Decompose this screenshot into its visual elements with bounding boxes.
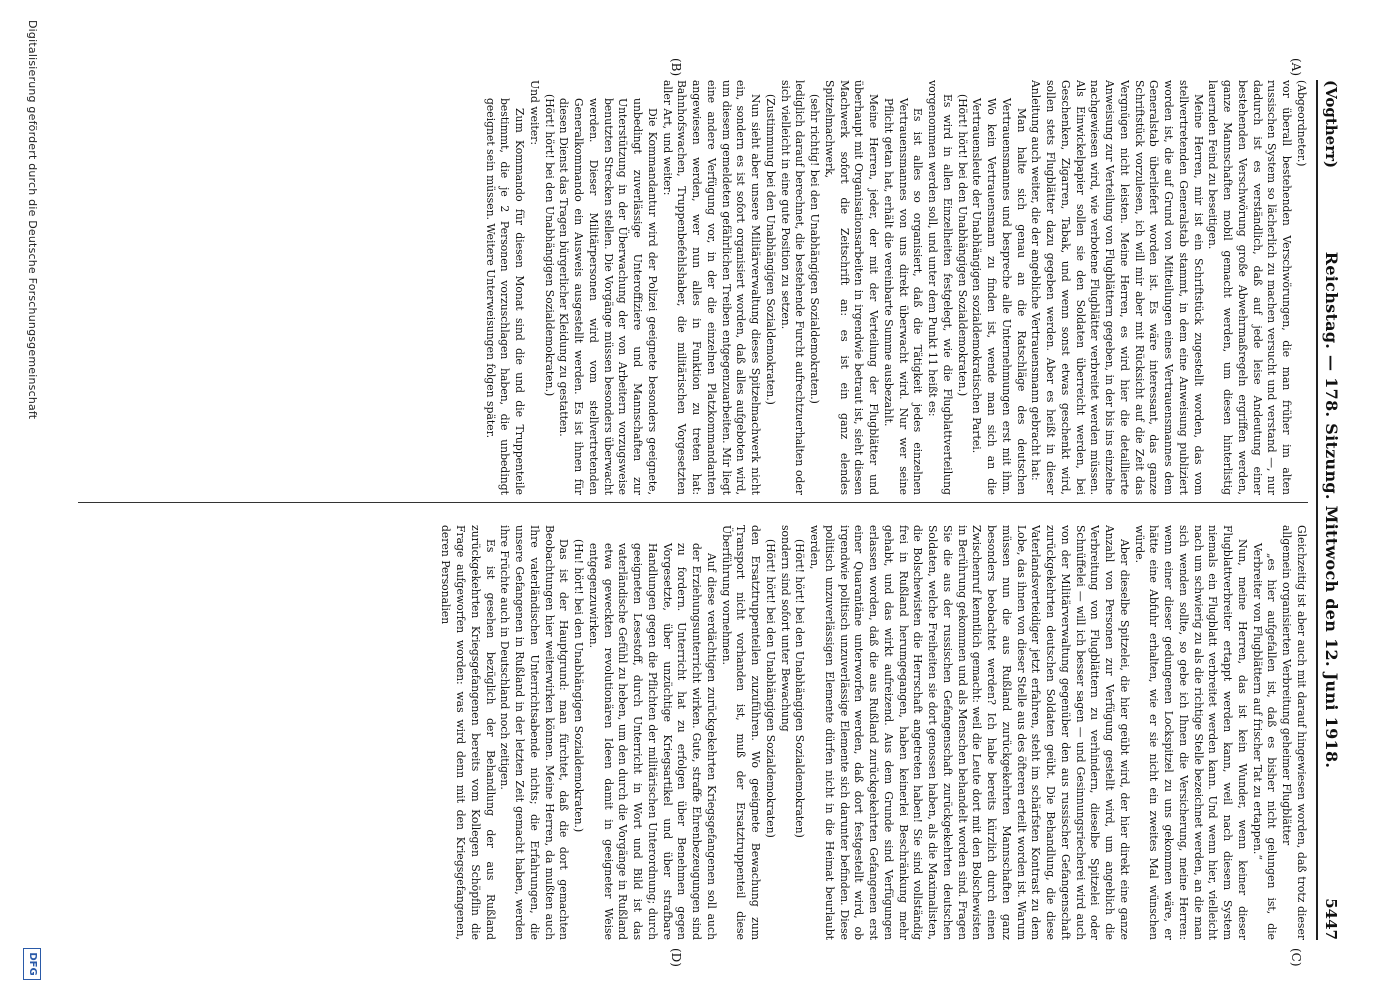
interjection: (sehr richtig! bei den Unabhängigen Sozialdemokraten.) [808,94,822,404]
paragraph: Das ist der Hauptgrund: man fürchtet, daß die dort gemachten Beobachtungen hier weiterwirken können. Meine Herren, da mußten auch Ihre vaterländischen Unterrichtsabende nichts; die Erfahrungen, die unsere Gefangenen in Rußland in der letzten Zeit gemacht haben, werden ihre Früchte auch in Deutschland noch zeitigen. [498,525,571,940]
paragraph: (Abgeordneter.) [1295,80,1308,167]
paragraph: sondern sind sofort unter Bewachung [778,525,792,732]
paragraph: Es wird in allen Einzelheiten festgelegt, wie die Flugblattverteilung vorgenommen werden soll, und unter dem Punkt 11 heißt es: [926,80,954,495]
header-speaker: (Vogtherr) [1322,80,1340,169]
paragraph: vor überall bestehenden Verschwörungen, die man früher im alten russischen System so lächerlich zu machen versucht und verstand —, nur dadurch ist es verständlich, daß auf jede leise Andeutung einer bestehenden Verschwörung große Abwehrmaßregeln ergriffen werden, ganze Mannschaften mobil gemacht werden, um diesen hinterlistig lauernden Feind zu beseitigen. [1206,80,1294,495]
paragraph: Gleichzeitig ist aber auch mit darauf hingewiesen worden, daß trotz dieser allgemein organisierten Verbreitung geheimer Flugblätter [1280,525,1308,940]
page-number: 5447 [1322,898,1340,940]
quote-paragraph: Die Kommandantur wird der Polizei geeignete besonders geeignete, unbedingt zuverlässige Unteroffiziere und Mannschaften zur Unterstützung in der Überwachung der von Arbeitern vorzugsweise benutzten Strecken stellen. Die Vorgänge müssen besonders überwacht werden. Dieser Militärpersonen wird vom stellvertretenden Generalkommando ein Ausweis ausgestellt werden. Es ist ihnen für diesen Dienst das Tragen bürgerlicher Kleidung zu gestatten. [557,98,659,495]
column-divider [78,502,1308,503]
header-title: Reichstag. — 178. Sitzung. Mittwoch den 12. Juni 1918. [1322,251,1341,769]
quote-paragraph: Auf diese verdächtigen zurückgekehrten Kriegsgefangenen soll auch der Erziehungsunterricht wirken. Gute, straffe Ehrenbezeugungen sind zu fordern. Unterricht hat zu erfolgen über Benehmen gegen Vorgesetzte, über unzüchtige Kriegsartikel und über strafbare Handlungen gegen die Pflichten der militärischen Unterordnung; durch geeigneten Lesestoff, durch Unterricht in Wort und Bild ist das vaterländische Gefühl zu heben, um den durch die Vorgänge in Rußland etwa geweckten revolutionären Ideen damit in geeigneter Weise entgegenzuwirken. [587,543,718,940]
interjection: (Hört! hört! bei den Unabhängigen Sozialdemokraten) [764,539,777,838]
quote-paragraph: Zum Kommando für diesen Monat sind die und die Truppenteile bestimmt, die je 2 Personen vorzuschlagen haben, die unbedingt geeignet sein müssen. Weitere Unterweisungen folgen später. [483,98,527,495]
margin-marker-d: (D) [669,948,683,967]
dfg-logo-icon: DFG [23,948,41,980]
margin-marker-a: (A) [1289,58,1303,77]
paragraph: Meine Herren, mir ist ein Schriftstück zugestellt worden, das vom stellvertretenden Generalstab stammt, in dem eine Anweisung publiziert worden ist, die auf Grund von Mitteilungen eines Vertrauensmannes dem Generalstab überliefert worden ist. Es wäre interessant, das ganze Schriftstück vorzulesen, ich will mir aber mit Rücksicht auf die Zeit das Vergnügen nicht leisten. Meine Herren, es wird hier die detaillierte Anweisung zur Verteilung von Flugblättern gegeben, in der bis ins einzelne nachgewiesen wird, wie verbotene Flugblätter verbreitet werden müssen. Als Einwickelpapier sollen sie den Soldaten überreicht werden, bei Geschenken, Zigarren, Tabak, und wenn sonst etwas geschenkt wird, sollen stets Flugblätter dazu gegeben werden. Aber es heißt in dieser Anleitung auch weiter, die der angebliche Vertrauensmann gebracht hat: [1029,80,1205,495]
margin-marker-c: (C) [1289,948,1303,967]
paragraph: Es ist gesehen bezüglich der Behandlung der aus Rußland zurückgekehrten Kriegsgefangenen bereits vom Kollegen Schöpflin die Frage aufgeworfen worden: was wird denn mit den Kriegsgefangenen, deren Personalien [439,525,497,940]
paragraph: Nun sieht aber unsere Militärverwaltung dieses Spitzelmachwerk nicht ein, sondern es ist sofort organisiert worden, daß alles aufgeboten wird, um diesem gemeldeten gefährlichen Treiben entgegenzuarbeiten. Mir liegt eine andere Verfügung vor, in der die einzelnen Platzkommandanten angewiesen werden, wer nun alles in Funktion zu treten hat: Bahnhofswachen, Truppenbefehlshaber, die militärischen Vorgesetzten aller Art, und weiter: [660,80,763,495]
paragraph: Nun, meine Herren, das ist kein Wunder, wenn keiner dieser Flugblattverbreiter ertappt werden kann, weil nach diesem System niemals ein Flugblatt verbreitet werden kann. Und wenn hier, vielleicht nach um schwierig zu als die richtige Stelle bezeichnet werden, an die man sich wenden sollte, so gebe ich Ihnen die Versicherung, meine Herren: wenn einer dieser gedungenen Lockspitzel zu uns gekommen wäre, er hätte eine Abfuhr erhalten, wie er sie nicht ein zweites Mal wünschen würde. [1132,525,1249,940]
margin-marker-b: (B) [669,58,683,77]
interjection: (Hu! hört! bei den Unabhängigen Sozialdemokraten.) [572,539,586,833]
interjection: (Hört! hört! bei den Unabhängigen Sozialdemokraten.) [955,94,969,397]
paragraph: den Ersatztruppenteilen zuzuführen. Wo geeignete Bewachung zum Transport nicht vorhanden ist, muß der Ersatztruppenteil diese Überführung vornehmen. [719,525,763,940]
funding-credit: Digitalisierung gefördert durch die Deutsche Forschungsgemeinschaft [26,20,39,420]
text-column-left [73,80,1308,495]
quote-paragraph: „es hier aufgefallen ist, daß es bisher nicht gelungen ist, die Verbreiter von Flugblättern auf frischer Tat zu ertappen.“ [1250,543,1279,940]
paragraph: lediglich darauf berechnet, die bestehende Furcht aufrechtzuerhalten oder sich vielleicht in eine gute Position zu setzen. [778,80,807,495]
page-header [1316,80,1348,940]
paragraph: Aber dieselbe Spitzelei, die hier geübt wird, der hier direkt eine ganze Anzahl von Personen zur Verfügung gestellt wird, um angeblich die Verbreitung von Flugblättern zu verhindern, dieselbe Spitzelei oder Schnüffelei — will ich besser sagen — und Gesinnungsriecherei wird auch von der Militärverwaltung gegenüber den aus russischer Gefangenschaft zurückgekehrten deutschen Soldaten geübt. Die Behandlung, die diese Vaterlandsverteidiger jetzt erfahren, steht im schärfsten Kontrast zu dem Lobe, das ihnen von dieser Stelle aus des öfteren erteilt worden ist. Warum müssen nun die aus Rußland zurückgekehrten Mannschaften ganz besonders beobachtet werden? Ich habe bereits kürzlich durch einen Zwischenruf kenntlich gemacht: weil die Leute dort mit den Bolschewisten in Berührung gekommen und als Menschen behandelt worden sind. Fragen Sie die aus der russischen Gefangenschaft zurückgekehrten deutschen Soldaten, welche Freiheiten sie dort genossen haben, als die Maximalisten, die Bolschewisten die Herrschaft angetreten haben! Sie sind vollständig frei in Rußland herumgegangen, haben keinerlei Beschränkung mehr gehabt, und das wirkt aufreizend. Aus dem Grunde sind Verfügungen erlassen worden, daß die aus Rußland zurückgekehrten Gefangenen erst einer Quarantäne unterworfen werden, daß dort festgestellt wird, ob irgendwie politisch unzuverlässige Elemente sich darunter befinden. Diese politisch unzuverlässigen Elemente dürfen nicht in die Heimat beurlaubt werden, [808,525,1131,940]
quote-paragraph: Es ist alles so organisiert, daß die Tätigkeit jedes einzelnen Vertrauensmannes von uns direkt überwacht wird. Nur wer seine Pflicht getan hat, erhält die vereinbarte Summe ausbezahlt. [882,98,925,495]
paragraph: Und weiter: [528,80,541,146]
quote-paragraph: Man halte sich genau an die Ratschläge des deutschen Vertrauensmannes und bespreche alle Unternehmungen erst mit ihm. Wo kein Vertrauensmann zu finden ist, wende man sich an die Vertrauensleute der Unabhängigen sozialdemokratischen Partei. [970,98,1028,495]
interjection: (Zustimmung bei den Unabhängigen Sozialdemokraten.) [764,94,777,405]
interjection: (Hört! hört! bei den Unabhängigen Sozialdemokraten.) [542,94,556,397]
text-column-right [73,525,1308,940]
page-footer [19,20,43,980]
interjection: (Hört! hört! bei den Unabhängigen Sozialdemokraten) [793,539,807,838]
paragraph: Meine Herren, jeder, der mit der Verteilung der Flugblätter und überhaupt mit Organisationsarbeiten in irgendwie betraut ist, sieht diesen Machwerk sofort die Zeitschrift an: es ist ein ganz elendes Spitzelmachwerk, [823,80,881,495]
